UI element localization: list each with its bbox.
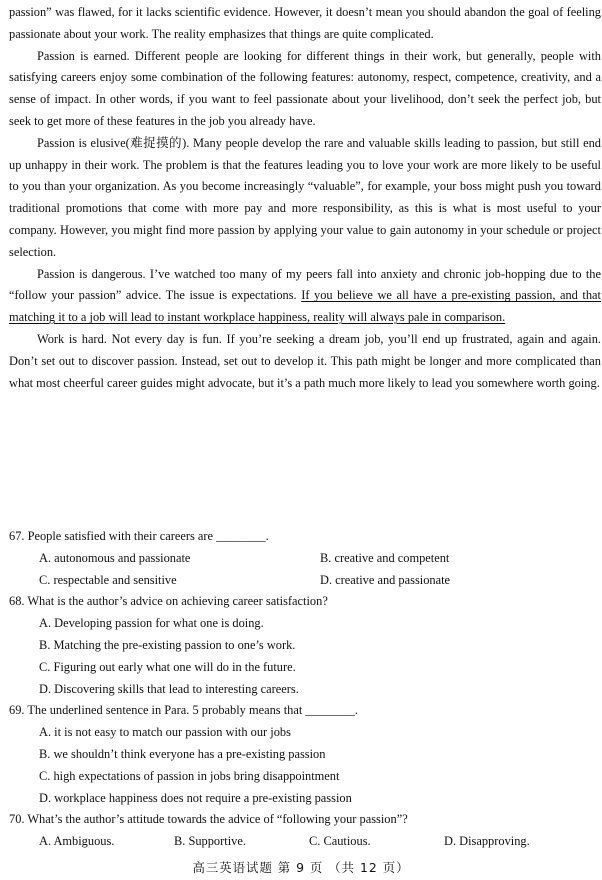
question-68-option-c: C. Figuring out early what one will do in the future. bbox=[39, 659, 296, 674]
underlined-sentence: If you believe we all have a pre-existing passion, and that matching it to a job will lead to instant workplace happiness, reality will always pale in comparison. bbox=[9, 288, 601, 325]
question-67-stem: 67. People satisfied with their careers are ________. bbox=[9, 529, 269, 543]
paragraph-4-text: Passion is dangerous. I’ve watched too many of my peers fall into anxiety and chronic job-hopping due to the “follow your passion” advice. The issue is expectations. bbox=[9, 266, 601, 303]
question-68-option-b: B. Matching the pre-existing passion to one’s work. bbox=[39, 637, 296, 652]
question-68-option-d: D. Discovering skills that lead to interesting careers. bbox=[39, 681, 299, 696]
question-70-option-a: A. Ambiguous. bbox=[39, 834, 115, 849]
reading-passage bbox=[9, 2, 601, 394]
question-68-stem: 68. What is the author’s advice on achieving career satisfaction? bbox=[9, 594, 328, 609]
passage-paragraph-5: Work is hard. Not every day is fun. If you’re seeking a dream job, you’ll end up frustrated, again and again. Don’t set out to discover passion. Instead, set out to develop it. This path might be longer and more complicated than what most cheerful career guides might advocate, but it’s a path much more likely to lead you somewhere worth going. bbox=[9, 331, 601, 390]
question-70-option-c: C. Cautious. bbox=[309, 834, 371, 849]
question-70-option-d: D. Disapproving. bbox=[444, 834, 530, 849]
page-footer: 高三英语试题 第 9 页 （共 12 页） bbox=[192, 860, 410, 875]
question-70-option-b: B. Supportive. bbox=[174, 834, 246, 849]
question-70-stem: 70. What’s the author’s attitude towards the advice of “following your passion”? bbox=[9, 812, 408, 827]
passage-paragraph-1: passion” was flawed, for it lacks scientific evidence. However, it doesn’t mean you should abandon the goal of feeling passionate about your work. The reality emphasizes that things are quite complicated. bbox=[9, 5, 601, 41]
question-69-option-d: D. workplace happiness does not require a pre-existing passion bbox=[39, 790, 352, 805]
question-67-option-b: B. creative and competent bbox=[320, 550, 450, 565]
question-67-option-d: D. creative and passionate bbox=[320, 572, 451, 587]
question-67-option-a: A. autonomous and passionate bbox=[39, 550, 191, 565]
question-68-option-a: A. Developing passion for what one is doing. bbox=[39, 616, 264, 631]
question-70-options bbox=[9, 831, 601, 853]
question-69-option-c: C. high expectations of passion in jobs bring disappointment bbox=[39, 768, 340, 783]
question-list bbox=[9, 526, 601, 853]
question-67-options-row-2 bbox=[9, 570, 601, 592]
passage-paragraph-2: Passion is earned. Different people are looking for different things in their work, but generally, people with satisfying careers enjoy some combination of the following features: autonomy, respect, competence, creativity, and a sense of impact. In other words, if you want to feel passionate about your livelihood, don’t seek the perfect job, but seek to get more of these features in the job you already have. bbox=[9, 48, 601, 128]
question-69-option-b: B. we shouldn’t think everyone has a pre-existing passion bbox=[39, 746, 326, 761]
passage-paragraph-3: Passion is elusive(难捉摸的). Many people develop the rare and valuable skills leading to passion, but still end up unhappy in their work. The problem is that the features leading you to love your work are more likely to be useful to you than your organization. As you become increasingly “valuable”, for example, your boss might push you toward traditional promotions that come with more pay and more responsibility, as this is what is most useful to your company. However, you might find more passion by applying your value to gain autonomy in your schedule or project selection. bbox=[9, 135, 601, 259]
question-67-options-row-1 bbox=[9, 548, 601, 570]
question-67-option-c: C. respectable and sensitive bbox=[39, 572, 177, 587]
passage-paragraph-4 bbox=[9, 264, 601, 329]
question-69-stem: 69. The underlined sentence in Para. 5 probably means that ________. bbox=[9, 703, 359, 718]
question-69-option-a: A. it is not easy to match our passion with our jobs bbox=[39, 725, 291, 740]
